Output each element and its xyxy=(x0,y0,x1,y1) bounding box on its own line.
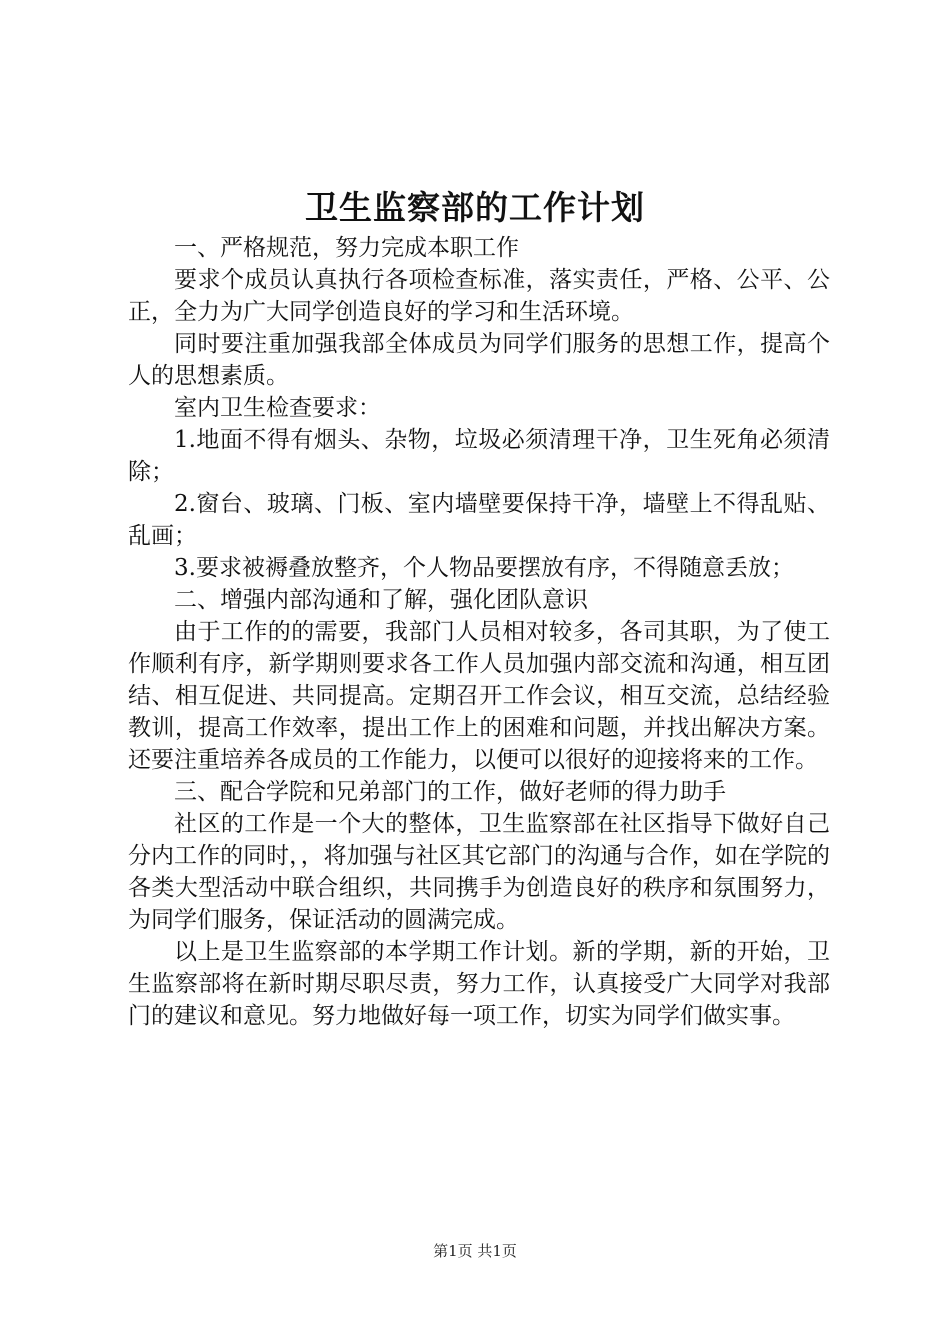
section-heading-1: 一、严格规范，努力完成本职工作 xyxy=(174,235,519,261)
list-item: 3.要求被褥叠放整齐，个人物品要摆放有序，不得随意丢放； xyxy=(174,555,794,581)
paragraph: 社区的工作是一个大的整体，卫生监察部在社区指导下做好自己分内工作的同时，，将加强与社区其它部门的沟通与合作，如在学院的各类大型活动中联合组织，共同携手为创造良好的秩序和氛围努力，为同学们服务，保证活动的圆满完成。 xyxy=(128,811,830,933)
section-heading-3: 三、配合学院和兄弟部门的工作，做好老师的得力助手 xyxy=(174,779,726,805)
document-body xyxy=(128,232,830,1032)
list-item: 2.窗台、玻璃、门板、室内墙壁要保持干净，墙壁上不得乱贴、乱画； xyxy=(128,491,830,549)
paragraph: 要求个成员认真执行各项检查标准，落实责任，严格、公平、公正，全力为广大同学创造良好的学习和生活环境。 xyxy=(128,267,830,325)
page-footer: 第1页 共1页 xyxy=(433,1242,517,1260)
paragraph: 以上是卫生监察部的本学期工作计划。新的学期，新的开始，卫生监察部将在新时期尽职尽责，努力工作，认真接受广大同学对我部门的建议和意见。努力地做好每一项工作，切实为同学们做实事。 xyxy=(128,939,830,1029)
document-title: 卫生监察部的工作计划 xyxy=(305,188,645,227)
paragraph: 同时要注重加强我部全体成员为同学们服务的思想工作，提高个人的思想素质。 xyxy=(128,331,830,389)
paragraph: 由于工作的的需要，我部门人员相对较多，各司其职，为了使工作顺利有序，新学期则要求各工作人员加强内部交流和沟通，相互团结、相互促进、共同提高。定期召开工作会议，相互交流，总结经验教训，提高工作效率，提出工作上的困难和问题，并找出解决方案。还要注重培养各成员的工作能力，以便可以很好的迎接将来的工作。 xyxy=(128,619,830,773)
list-item: 1.地面不得有烟头、杂物，垃圾必须清理干净，卫生死角必须清除； xyxy=(128,427,830,485)
paragraph: 室内卫生检查要求： xyxy=(174,395,381,421)
section-heading-2: 二、增强内部沟通和了解，强化团队意识 xyxy=(174,587,588,613)
